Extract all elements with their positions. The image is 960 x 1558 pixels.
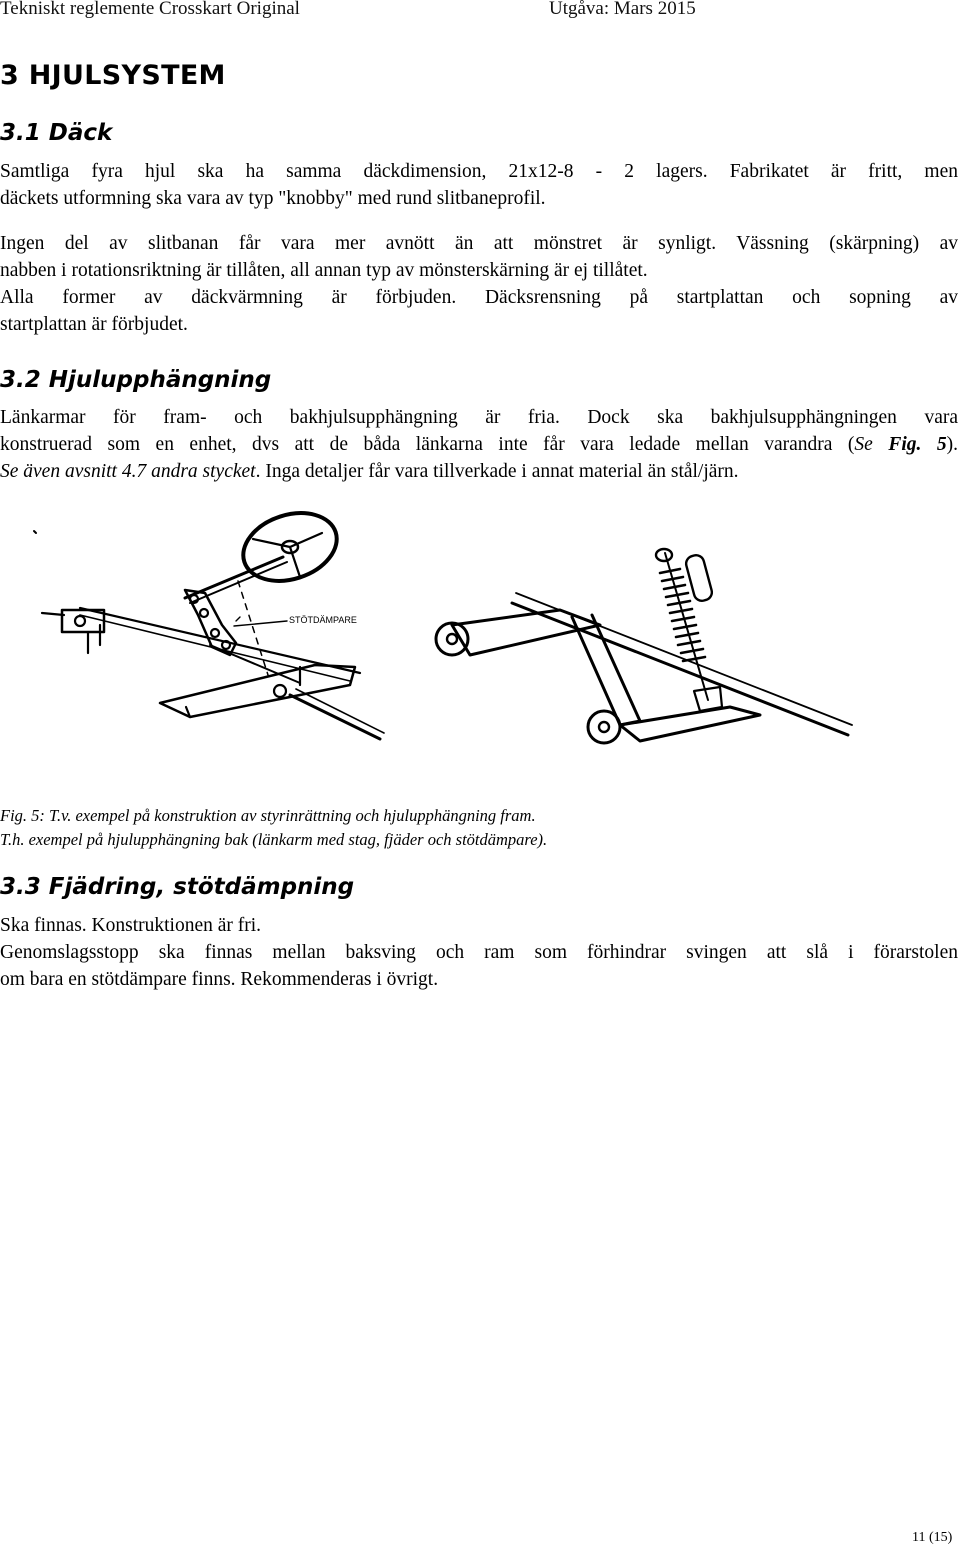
text-line: nabben i rotationsriktning är tillåten, all annan typ av mönsterskärning är ej tillåtet. <box>0 260 648 281</box>
section-3-3-title: 3.3 Fjädring, stötdämpning <box>0 874 355 900</box>
front-steering-drawing <box>34 502 384 739</box>
text-line: Samtliga fyra hjul ska ha samma däckdimension, 21x12-8 - 2 lagers. Fabrikatet är fritt, men <box>0 161 958 182</box>
figure-caption-line-1: Fig. 5: T.v. exempel på konstruktion av styrinrättning och hjulupphängning fram. <box>0 806 536 825</box>
section-3-2-title: 3.2 Hjulupphängning <box>0 367 272 393</box>
text-line: Länkarmar för fram- och bakhjulsupphängning är fria. Dock ska bakhjulsupphängningen vara <box>0 407 958 428</box>
section-3-1-title: 3.1 Däck <box>0 120 113 146</box>
chapter-title: 3 HJULSYSTEM <box>0 60 226 91</box>
section-3-2-paragraph <box>0 404 958 485</box>
cross-reference: Se även avsnitt 4.7 andra stycket <box>0 461 256 482</box>
text-line: Ingen del av slitbanan får vara mer avnött än att mönstret är synligt. Vässning (skärpning) av <box>0 233 958 254</box>
text-line: Genomslagsstopp ska finnas mellan baksving och ram som förhindrar svingen att slå i förarstolen <box>0 942 958 963</box>
text-run: konstruerad som en enhet, dvs att de båda länkarna inte får vara ledade mellan varandra ( <box>0 434 855 455</box>
running-header-title: Tekniskt reglemente Crosskart Original <box>0 0 300 19</box>
text-line: Alla former av däckvärmning är förbjuden. Däcksrensning på startplattan och sopning av <box>0 287 958 308</box>
section-3-3-paragraph-2 <box>0 939 958 993</box>
figure-5-suspension-drawings <box>0 495 960 785</box>
text-line: Ska finnas. Konstruktionen är fri. <box>0 915 262 936</box>
section-3-1-paragraph-2 <box>0 230 958 338</box>
text-line <box>0 431 958 458</box>
text-run: ). <box>946 434 958 455</box>
text-line <box>0 458 958 485</box>
figure-reference: Fig. 5 <box>888 434 947 455</box>
rear-suspension-drawing <box>436 549 852 743</box>
text-line: startplattan är förbjudet. <box>0 314 188 335</box>
running-header-edition: Utgåva: Mars 2015 <box>549 0 696 19</box>
text-line: däckets utformning ska vara av typ "knobby" med rund slitbaneprofil. <box>0 188 546 209</box>
text-line: om bara en stötdämpare finns. Rekommenderas i övrigt. <box>0 969 439 990</box>
figure-caption-line-2: T.h. exempel på hjulupphängning bak (länkarm med stag, fjäder och stötdämpare). <box>0 830 548 849</box>
text-run: . Inga detaljer får vara tillverkade i annat material än stål/järn. <box>255 461 739 482</box>
section-3-1-paragraph-1 <box>0 158 958 212</box>
figure-reference-se: Se <box>854 434 873 455</box>
shock-absorber-label: STÖTDÄMPARE <box>289 615 357 625</box>
section-3-3-paragraph-1 <box>0 912 958 939</box>
page-number: 11 (15) <box>912 1530 953 1545</box>
